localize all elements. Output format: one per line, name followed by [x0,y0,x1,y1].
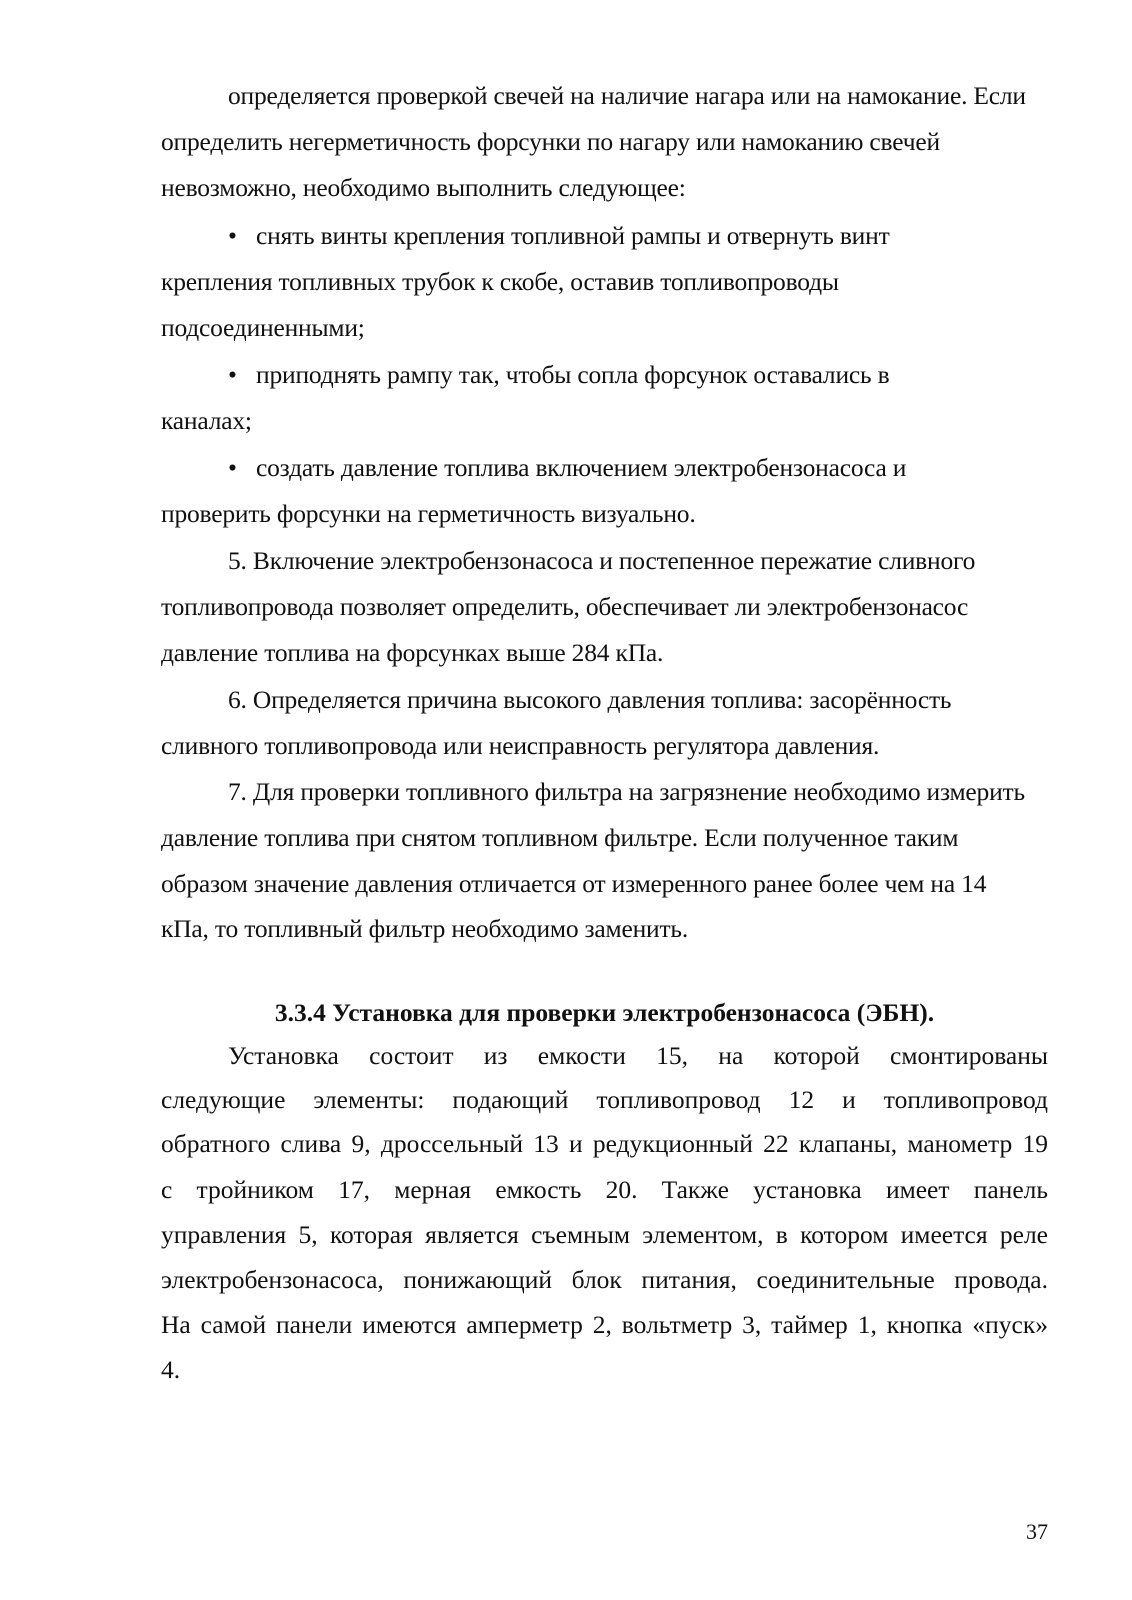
item5-line-1: 5. Включение электробензонасоса и постепенное пережатие сливного [228,546,976,575]
section-line-3: обратного слива 9, дроссельный 13 и редукционный 22 клапаны, манометр 19 [161,1129,1048,1158]
bullet3-line-2: проверить форсунки на герметичность визуально. [161,499,696,528]
bullet2-first-line [228,359,889,391]
bullet-marker: • [228,453,237,482]
bullet1-first-line [228,220,890,252]
bullet2-line-1: приподнять рампу так, чтобы сопла форсунок оставались в [256,360,890,389]
section-line-5: управления 5, которая является съемным элементом, в котором имеется реле [161,1220,1048,1249]
page-number: 37 [1026,1519,1048,1544]
para1-line-1: определяется проверкой свечей на наличие нагара или на намокание. Если [228,81,1026,110]
bullet1-line-3: подсоединенными; [161,313,365,342]
item7-line-4: кПа, то топливный фильтр необходимо заменить. [161,914,689,943]
section-heading: 3.3.4 Установка для проверки электробензонасоса (ЭБН). [274,998,935,1027]
bullet3-first-line [228,452,906,484]
para1-line-2: определить негерметичность форсунки по нагару или намоканию свечей [161,127,940,156]
bullet1-line-1: снять винты крепления топливной рампы и отвернуть винт [256,221,890,250]
section-line-4: с тройником 17, мерная емкость 20. Также установка имеет панель [161,1175,1048,1204]
section-line-1: Установка состоит из емкости 15, на которой смонтированы [228,1041,1048,1070]
bullet1-line-2: крепления топливных трубок к скобе, оставив топливопроводы [161,267,839,296]
item7-line-1: 7. Для проверки топливного фильтра на загрязнение необходимо измерить [228,777,1025,806]
section-line-7: На самой панели имеются амперметр 2, вольтметр 3, таймер 1, кнопка «пуск» [161,1310,1048,1339]
item7-line-2: давление топлива при снятом топливном фильтре. Если полученное таким [161,823,959,852]
item5-line-2: топливопровода позволяет определить, обеспечивает ли электробензонасос [161,592,969,621]
bullet-marker: • [228,360,237,389]
item6-line-2: сливного топливопровода или неисправность регулятора давления. [161,731,880,760]
section-line-8: 4. [161,1355,181,1384]
item7-line-3: образом значение давления отличается от измеренного ранее более чем на 14 [161,869,987,898]
bullet3-line-1: создать давление топлива включением электробензонасоса и [256,453,907,482]
section-line-6: электробензонасоса, понижающий блок питания, соединительные провода. [161,1265,1048,1294]
para1-line-3: невозможно, необходимо выполнить следующее: [161,173,686,202]
item6-line-1: 6. Определяется причина высокого давления топлива: засорённость [228,685,952,714]
bullet2-line-2: каналах; [161,406,252,435]
section-line-2: следующие элементы: подающий топливопровод 12 и топливопровод [161,1085,1048,1114]
bullet-marker: • [228,221,237,250]
item5-line-3: давление топлива на форсунках выше 284 кПа. [161,638,664,667]
